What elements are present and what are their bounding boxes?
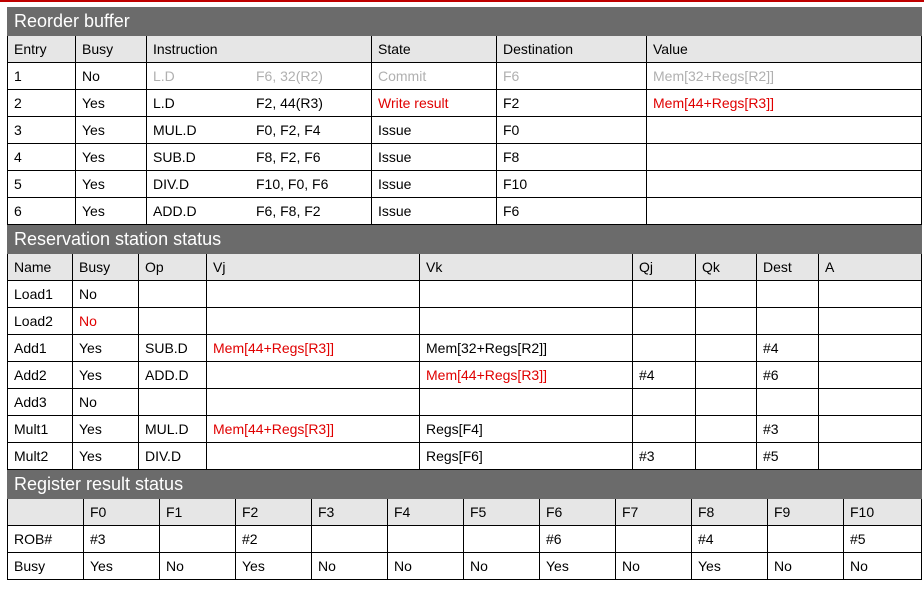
table-row (8, 198, 922, 225)
table-header-row (8, 36, 922, 63)
dest-cell: #3 (757, 416, 819, 443)
column-header: Name (8, 254, 73, 281)
reorder-buffer-title: Reorder buffer (8, 8, 922, 36)
table-row (8, 281, 922, 308)
busy-cell: No (844, 553, 922, 580)
busy-cell: No (160, 553, 236, 580)
busy-cell: Yes (76, 117, 147, 144)
entry-cell: 5 (8, 171, 76, 198)
name-cell: Load2 (8, 308, 73, 335)
table-header-row (8, 499, 922, 526)
opcode: L.D (153, 68, 175, 84)
destination-cell: F0 (497, 117, 647, 144)
rob-cell (464, 526, 540, 553)
entry-cell: 3 (8, 117, 76, 144)
qj-cell (633, 416, 696, 443)
entry-cell: 4 (8, 144, 76, 171)
a-cell (819, 281, 922, 308)
column-header: F0 (84, 499, 160, 526)
reservation-station-table (7, 225, 922, 470)
vk-cell (420, 389, 633, 416)
rob-cell: #2 (236, 526, 312, 553)
column-header: State (372, 36, 497, 63)
row-label: ROB# (8, 526, 84, 553)
table-row (8, 362, 922, 389)
busy-cell: No (464, 553, 540, 580)
table-row (8, 308, 922, 335)
column-header: Busy (73, 254, 139, 281)
op-cell (139, 389, 207, 416)
busy-cell: Yes (76, 198, 147, 225)
row-label: Busy (8, 553, 84, 580)
value-cell (647, 117, 922, 144)
state-cell: Commit (372, 63, 497, 90)
column-header: F9 (768, 499, 844, 526)
column-header: F1 (160, 499, 236, 526)
qj-cell (633, 335, 696, 362)
table-row (8, 90, 922, 117)
column-header: F10 (844, 499, 922, 526)
rob-cell (312, 526, 388, 553)
column-header: Qk (696, 254, 757, 281)
a-cell (819, 308, 922, 335)
destination-cell: F10 (497, 171, 647, 198)
qj-cell (633, 389, 696, 416)
dest-cell (757, 389, 819, 416)
instruction-cell (147, 171, 372, 198)
busy-cell: No (76, 63, 147, 90)
rob-cell: #4 (692, 526, 768, 553)
qj-cell: #3 (633, 443, 696, 470)
column-header: F3 (312, 499, 388, 526)
rob-cell: #6 (540, 526, 616, 553)
busy-cell: Yes (73, 443, 139, 470)
busy-cell: Yes (76, 144, 147, 171)
opcode: ADD.D (153, 203, 197, 219)
vj-cell: Mem[44+Regs[R3]] (207, 335, 420, 362)
tomasulo-tables (7, 7, 921, 580)
destination-cell: F2 (497, 90, 647, 117)
busy-cell: No (388, 553, 464, 580)
vk-cell: Mem[44+Regs[R3]] (420, 362, 633, 389)
busy-cell: Yes (84, 553, 160, 580)
instruction-cell (147, 63, 372, 90)
value-cell: Mem[44+Regs[R3]] (647, 90, 922, 117)
op-cell: SUB.D (139, 335, 207, 362)
dest-cell (757, 281, 819, 308)
reservation-station-title: Reservation station status (8, 226, 922, 254)
a-cell (819, 362, 922, 389)
rob-cell: #3 (84, 526, 160, 553)
instruction-cell (147, 117, 372, 144)
instruction-cell (147, 198, 372, 225)
state-cell: Write result (372, 90, 497, 117)
vk-cell (420, 308, 633, 335)
qj-cell: #4 (633, 362, 696, 389)
column-header: Instruction (147, 36, 372, 63)
table-row (8, 526, 922, 553)
a-cell (819, 389, 922, 416)
operands: F0, F2, F4 (256, 122, 321, 138)
qj-cell (633, 308, 696, 335)
a-cell (819, 416, 922, 443)
reorder-buffer-table (7, 7, 922, 225)
table-row (8, 144, 922, 171)
busy-cell: Yes (692, 553, 768, 580)
vj-cell (207, 308, 420, 335)
table-row (8, 443, 922, 470)
name-cell: Mult1 (8, 416, 73, 443)
vk-cell: Regs[F6] (420, 443, 633, 470)
table-row (8, 416, 922, 443)
operands: F6, F8, F2 (256, 203, 321, 219)
name-cell: Add1 (8, 335, 73, 362)
name-cell: Add2 (8, 362, 73, 389)
state-cell: Issue (372, 144, 497, 171)
vk-cell: Mem[32+Regs[R2]] (420, 335, 633, 362)
table-row (8, 553, 922, 580)
name-cell: Mult2 (8, 443, 73, 470)
name-cell: Add3 (8, 389, 73, 416)
column-header: Value (647, 36, 922, 63)
operands: F10, F0, F6 (256, 176, 329, 192)
column-header: Entry (8, 36, 76, 63)
table-row (8, 389, 922, 416)
table-row (8, 335, 922, 362)
op-cell: ADD.D (139, 362, 207, 389)
entry-cell: 2 (8, 90, 76, 117)
busy-cell: Yes (76, 90, 147, 117)
entry-cell: 1 (8, 63, 76, 90)
column-header: Dest (757, 254, 819, 281)
name-cell: Load1 (8, 281, 73, 308)
vj-cell (207, 443, 420, 470)
busy-cell: Yes (76, 171, 147, 198)
busy-cell: No (616, 553, 692, 580)
operands: F2, 44(R3) (256, 95, 323, 111)
qk-cell (696, 281, 757, 308)
busy-cell: No (73, 308, 139, 335)
state-cell: Issue (372, 198, 497, 225)
state-cell: Issue (372, 117, 497, 144)
opcode: SUB.D (153, 149, 196, 165)
vj-cell (207, 362, 420, 389)
opcode: L.D (153, 95, 175, 111)
vj-cell (207, 389, 420, 416)
column-header: Op (139, 254, 207, 281)
rob-cell (388, 526, 464, 553)
rob-cell: #5 (844, 526, 922, 553)
destination-cell: F6 (497, 63, 647, 90)
busy-cell: Yes (73, 362, 139, 389)
busy-cell: Yes (540, 553, 616, 580)
table-row (8, 117, 922, 144)
entry-cell: 6 (8, 198, 76, 225)
table-header-row (8, 254, 922, 281)
op-cell (139, 308, 207, 335)
operands: F6, 32(R2) (256, 68, 323, 84)
accent-bar (0, 0, 924, 2)
qk-cell (696, 308, 757, 335)
state-cell: Issue (372, 171, 497, 198)
busy-cell: No (312, 553, 388, 580)
op-cell: DIV.D (139, 443, 207, 470)
busy-cell: Yes (236, 553, 312, 580)
qk-cell (696, 416, 757, 443)
qk-cell (696, 443, 757, 470)
vk-cell (420, 281, 633, 308)
destination-cell: F6 (497, 198, 647, 225)
dest-cell: #4 (757, 335, 819, 362)
qj-cell (633, 281, 696, 308)
qk-cell (696, 362, 757, 389)
column-header: Qj (633, 254, 696, 281)
column-header: Destination (497, 36, 647, 63)
column-header (8, 499, 84, 526)
rob-cell (616, 526, 692, 553)
busy-cell: No (73, 281, 139, 308)
dest-cell (757, 308, 819, 335)
value-cell (647, 144, 922, 171)
vj-cell (207, 281, 420, 308)
table-row (8, 171, 922, 198)
table-row (8, 63, 922, 90)
column-header: Busy (76, 36, 147, 63)
busy-cell: No (73, 389, 139, 416)
opcode: MUL.D (153, 122, 197, 138)
busy-cell: No (768, 553, 844, 580)
column-header: F2 (236, 499, 312, 526)
instruction-cell (147, 144, 372, 171)
register-status-title: Register result status (8, 471, 922, 499)
register-status-table (7, 470, 922, 580)
column-header: A (819, 254, 922, 281)
op-cell: MUL.D (139, 416, 207, 443)
value-cell (647, 171, 922, 198)
a-cell (819, 335, 922, 362)
op-cell (139, 281, 207, 308)
value-cell (647, 198, 922, 225)
dest-cell: #6 (757, 362, 819, 389)
column-header: Vj (207, 254, 420, 281)
instruction-cell (147, 90, 372, 117)
column-header: Vk (420, 254, 633, 281)
column-header: F5 (464, 499, 540, 526)
value-cell: Mem[32+Regs[R2]] (647, 63, 922, 90)
column-header: F6 (540, 499, 616, 526)
operands: F8, F2, F6 (256, 149, 321, 165)
rob-cell (768, 526, 844, 553)
busy-cell: Yes (73, 416, 139, 443)
vj-cell: Mem[44+Regs[R3]] (207, 416, 420, 443)
rob-cell (160, 526, 236, 553)
a-cell (819, 443, 922, 470)
column-header: F8 (692, 499, 768, 526)
qk-cell (696, 389, 757, 416)
opcode: DIV.D (153, 176, 190, 192)
vk-cell: Regs[F4] (420, 416, 633, 443)
destination-cell: F8 (497, 144, 647, 171)
busy-cell: Yes (73, 335, 139, 362)
qk-cell (696, 335, 757, 362)
column-header: F7 (616, 499, 692, 526)
column-header: F4 (388, 499, 464, 526)
dest-cell: #5 (757, 443, 819, 470)
